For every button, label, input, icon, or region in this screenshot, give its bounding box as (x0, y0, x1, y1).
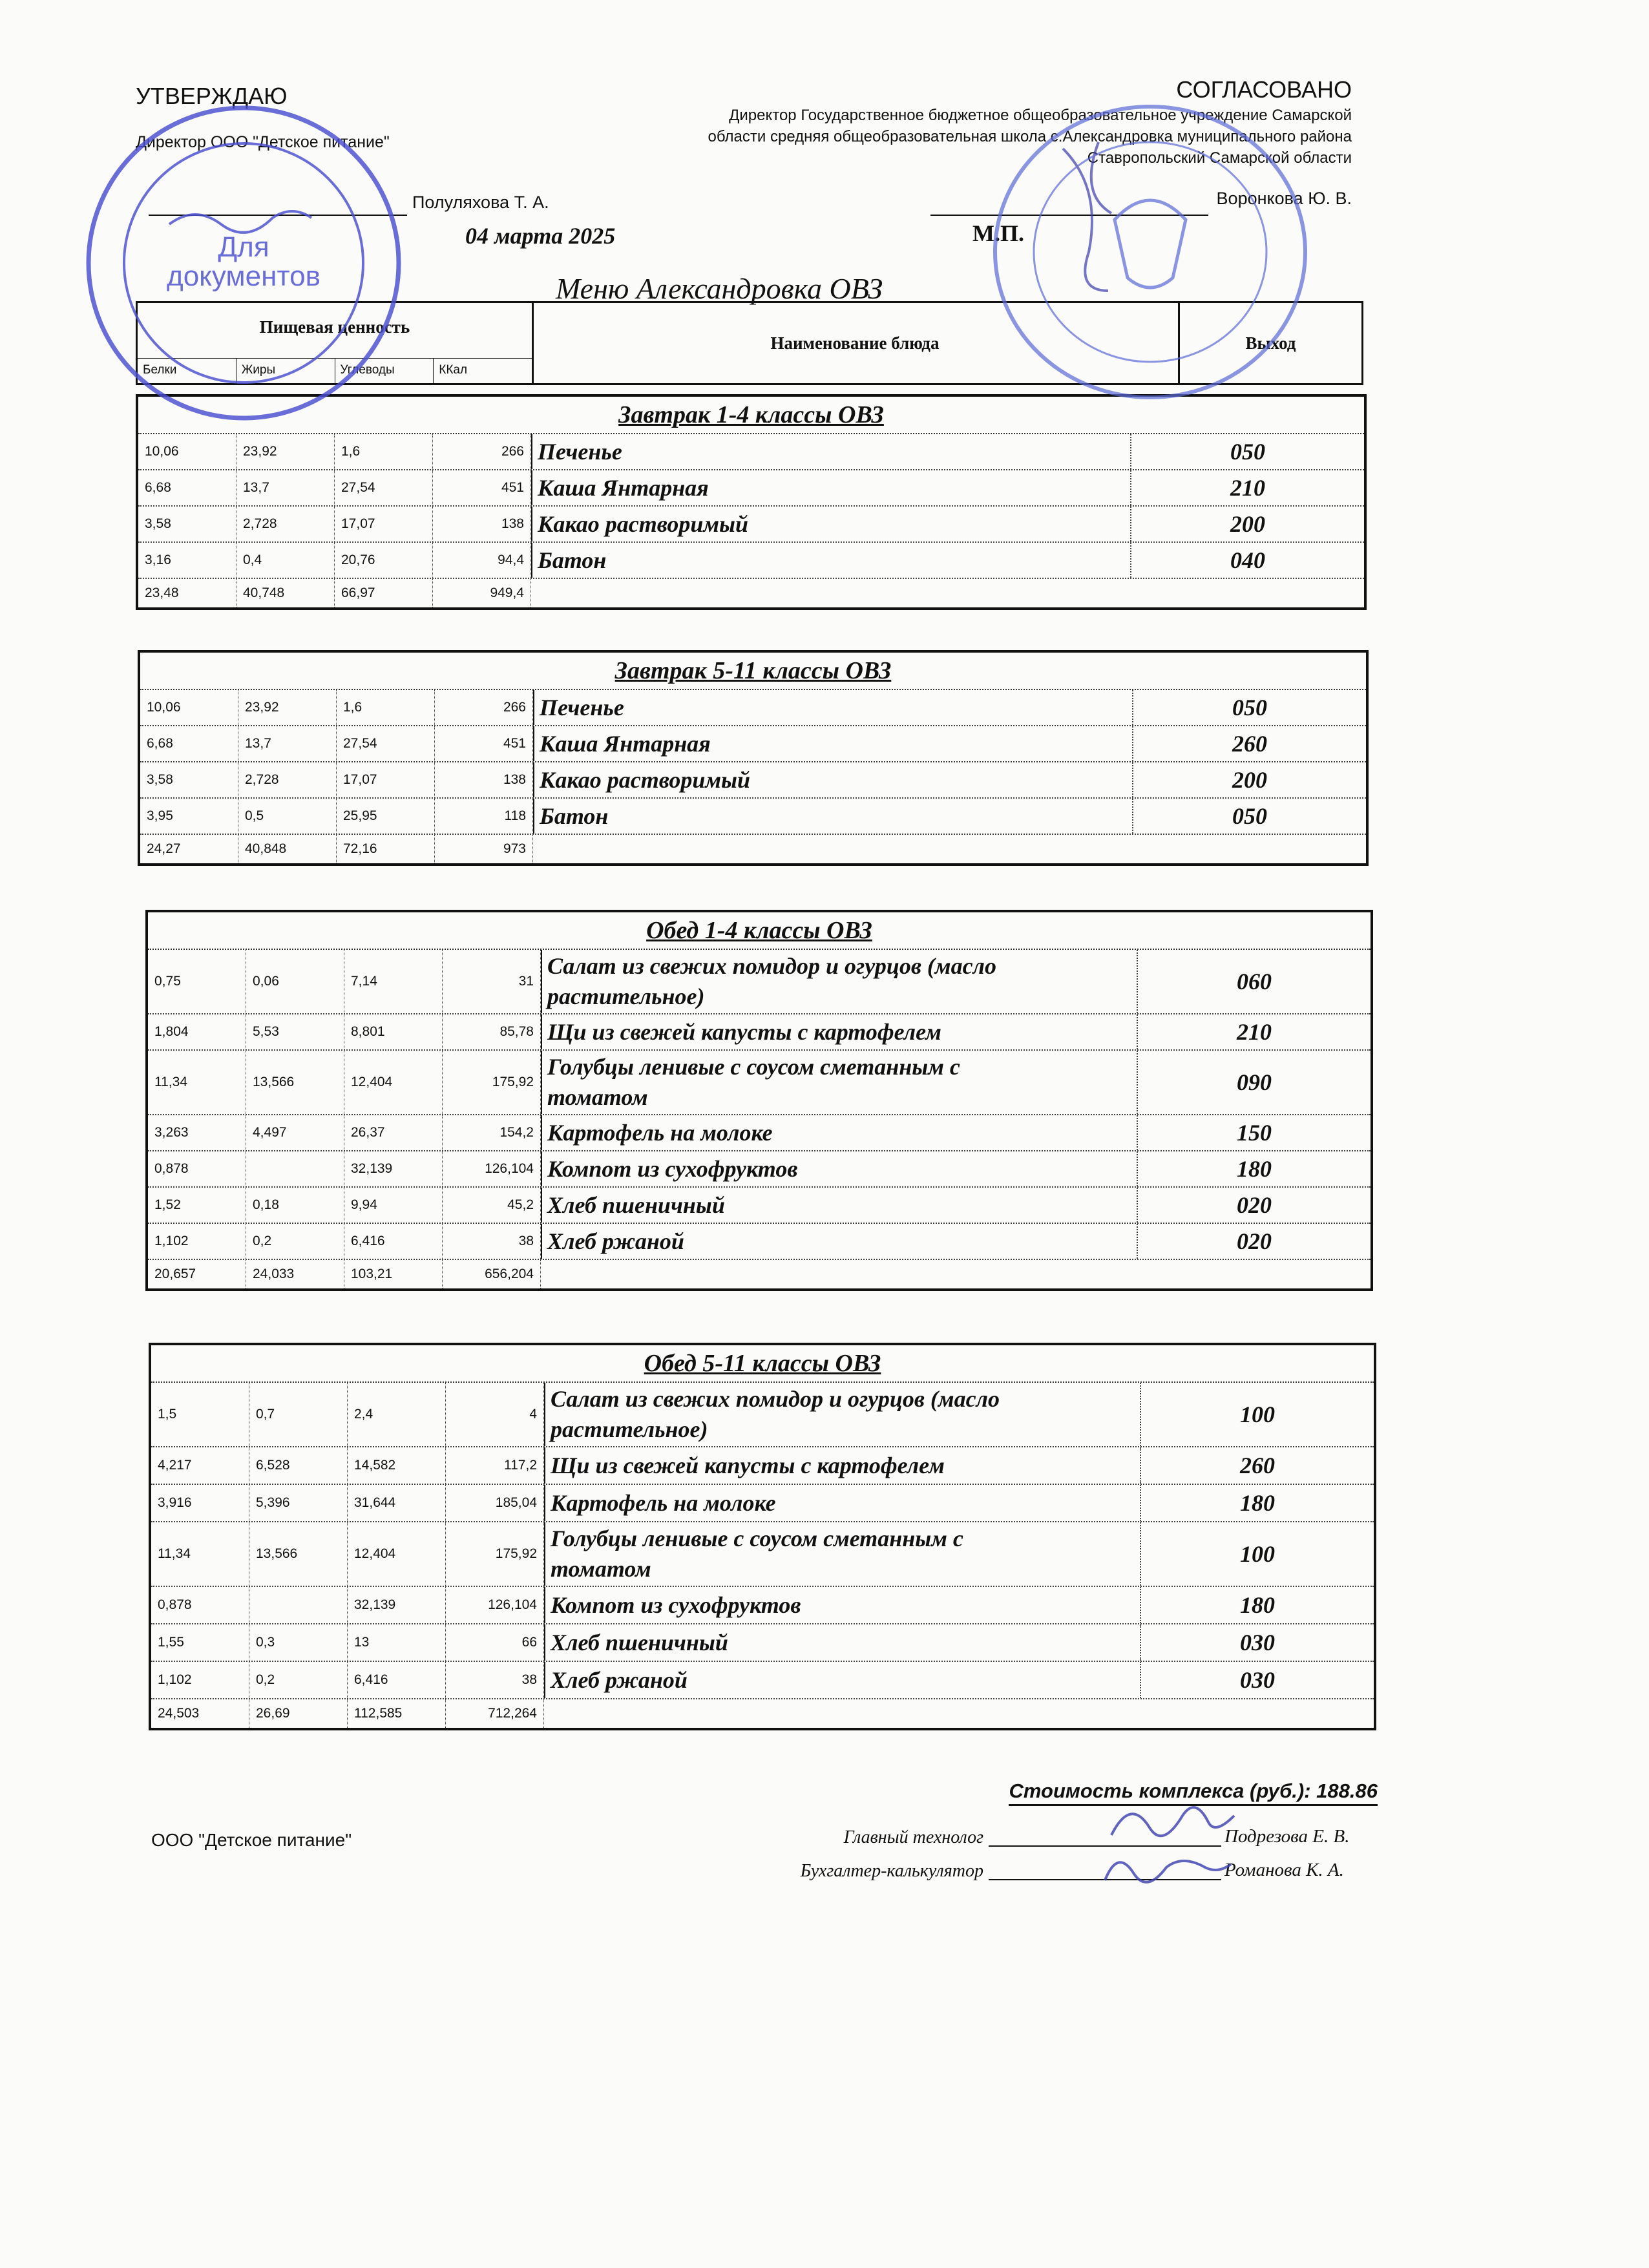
dish-name: Какао растворимый (538, 510, 749, 537)
dish-name: Каша Янтарная (540, 730, 711, 757)
kcal-cell: 126,104 (446, 1587, 544, 1623)
accountant-label: Бухгалтер-калькулятор (800, 1861, 983, 1881)
kcal-cell: 138 (433, 507, 531, 541)
output-cell: 020 (1237, 1192, 1272, 1218)
output-header: Выход (1245, 333, 1296, 353)
menu-row (151, 1447, 1374, 1485)
total-row (140, 835, 1366, 863)
carbs-cell: 31,644 (348, 1485, 446, 1521)
carbs-cell: 14,582 (348, 1447, 446, 1484)
section-title: Обед 5-11 классы ОВЗ (151, 1345, 1374, 1383)
fat-cell: 0,5 (238, 799, 337, 834)
footer-organization: ООО "Детское питание" (151, 1830, 352, 1850)
agree-title: СОГЛАСОВАНО (1176, 76, 1352, 103)
dish-name: Голубцы ленивые с соусом сметанным с (547, 1054, 960, 1080)
dish-name-continued: растительное) (551, 1416, 708, 1442)
fat-cell: 0,7 (249, 1383, 348, 1446)
protein-cell: 1,102 (148, 1224, 246, 1259)
approve-name: Полуляхова Т. А. (412, 193, 549, 212)
dish-name-wrap (547, 1118, 773, 1148)
carbs-cell: 27,54 (335, 470, 433, 505)
menu-row (148, 1115, 1371, 1151)
kcal-cell: 185,04 (446, 1485, 544, 1521)
menu-row (151, 1522, 1374, 1587)
dish-name-wrap (551, 1488, 776, 1518)
dish-name: Голубцы ленивые с соусом сметанным с (551, 1526, 963, 1551)
total-carbs: 103,21 (344, 1260, 443, 1288)
dish-name: Хлеб пшеничный (547, 1192, 725, 1218)
kcal-cell: 94,4 (433, 543, 531, 578)
menu-row (148, 1224, 1371, 1260)
fat-cell: 4,497 (246, 1115, 344, 1150)
dish-name-wrap (551, 1451, 945, 1481)
total-protein: 23,48 (138, 579, 236, 607)
school-stamp (985, 97, 1328, 414)
fat-cell: 13,7 (236, 470, 335, 505)
dish-name-cell (531, 543, 1131, 578)
total-protein: 24,503 (151, 1699, 249, 1728)
dish-name-cell (544, 1522, 1141, 1586)
carbs-cell: 12,404 (348, 1522, 446, 1586)
kcal-cell: 154,2 (443, 1115, 541, 1150)
output-cell: 180 (1237, 1156, 1272, 1182)
carbs-cell: 9,94 (344, 1188, 443, 1223)
fat-cell: 13,566 (249, 1522, 348, 1586)
technologist-label: Главный технолог (843, 1827, 983, 1847)
dish-name-cell (544, 1662, 1141, 1698)
dish-name-cell (541, 1115, 1138, 1150)
fat-cell: 0,2 (249, 1662, 348, 1698)
dish-name-cell (541, 1188, 1138, 1223)
stamp-text-1: Для (218, 231, 269, 263)
section-title: Завтрак 5-11 классы ОВЗ (140, 653, 1366, 690)
fat-cell: 0,3 (249, 1624, 348, 1661)
nutrition-title: Пищевая ценность (259, 317, 410, 337)
kcal-cell: 266 (433, 434, 531, 469)
kcal-cell: 45,2 (443, 1188, 541, 1223)
carbs-cell: 17,07 (335, 507, 433, 541)
agree-line-1: Директор Государственное бюджетное общеобразовательное учреждение Самарской (729, 107, 1352, 124)
dish-name: Компот из сухофруктов (547, 1155, 798, 1182)
agree-line-2: области средняя общеобразовательная школа с.Александровка муниципального района (708, 128, 1352, 145)
carbs-cell: 26,37 (344, 1115, 443, 1150)
dish-name-wrap (547, 1052, 960, 1113)
total-kcal: 712,264 (446, 1699, 544, 1728)
protein-cell: 0,878 (151, 1587, 249, 1623)
carbs-cell: 7,14 (344, 950, 443, 1013)
dish-name: Щи из свежей капусты с картофелем (551, 1452, 945, 1478)
stamp-place-label: М.П. (972, 220, 1024, 246)
dish-name-cell (533, 762, 1133, 797)
dish-name: Батон (538, 547, 607, 573)
output-cell: 150 (1237, 1120, 1272, 1146)
total-kcal: 973 (435, 835, 533, 863)
carbs-cell: 12,404 (344, 1051, 443, 1114)
dish-name-wrap (547, 1017, 941, 1047)
total-protein: 24,27 (140, 835, 238, 863)
output-cell: 180 (1240, 1490, 1275, 1516)
output-cell: 060 (1237, 969, 1272, 994)
output-cell: 180 (1240, 1592, 1275, 1618)
fat-cell: 13,7 (238, 726, 337, 761)
total-filler (533, 835, 1366, 863)
dish-name-continued: томатом (551, 1556, 651, 1582)
total-filler (544, 1699, 1374, 1728)
kcal-header: ККал (439, 363, 468, 377)
menu-row (138, 507, 1364, 543)
total-fat: 24,033 (246, 1260, 344, 1288)
dish-name-wrap (538, 437, 622, 467)
total-protein: 20,657 (148, 1260, 246, 1288)
menu-row (140, 690, 1366, 726)
output-cell: 050 (1230, 439, 1265, 465)
fat-cell: 2,728 (238, 762, 337, 797)
protein-cell: 0,75 (148, 950, 246, 1013)
dish-name-wrap (540, 693, 624, 723)
dish-name: Картофель на молоке (551, 1489, 776, 1516)
dish-name: Компот из сухофруктов (551, 1591, 801, 1618)
fat-header: Жиры (236, 359, 335, 383)
fat-cell: 2,728 (236, 507, 335, 541)
menu-section (149, 1343, 1376, 1730)
carbs-cell: 1,6 (337, 690, 435, 725)
output-cell: 210 (1230, 475, 1265, 501)
menu-row (138, 470, 1364, 507)
dish-name-header: Наименование блюда (532, 303, 1180, 383)
menu-date: 04 марта 2025 (465, 223, 616, 249)
menu-row (151, 1587, 1374, 1624)
protein-cell: 6,68 (138, 470, 236, 505)
protein-cell: 0,878 (148, 1151, 246, 1186)
dish-name-cell (544, 1485, 1141, 1521)
kcal-cell: 451 (433, 470, 531, 505)
protein-cell: 11,34 (148, 1051, 246, 1114)
dish-name: Печенье (538, 438, 622, 465)
technologist-name: Подрезова Е. В. (1224, 1826, 1350, 1847)
dish-name-cell (533, 726, 1133, 761)
output-cell: 090 (1237, 1069, 1272, 1095)
dish-name-wrap (540, 801, 608, 832)
carbs-cell: 32,139 (348, 1587, 446, 1623)
carbs-cell: 32,139 (344, 1151, 443, 1186)
dish-name-cell (541, 1224, 1138, 1259)
dish-name: Каша Янтарная (538, 474, 709, 501)
menu-row (151, 1624, 1374, 1662)
complex-cost: Стоимость комплекса (руб.): 188.86 (1009, 1780, 1378, 1806)
output-cell: 020 (1237, 1228, 1272, 1254)
menu-row (151, 1662, 1374, 1699)
protein-cell: 6,68 (140, 726, 238, 761)
total-kcal: 949,4 (433, 579, 531, 607)
kcal-cell: 266 (435, 690, 533, 725)
total-filler (531, 579, 1364, 607)
dish-name-cell (541, 950, 1138, 1013)
carbs-cell: 8,801 (344, 1014, 443, 1049)
dish-name-cell (531, 507, 1131, 541)
dish-name-wrap (547, 1190, 725, 1221)
dish-name: Батон (540, 803, 609, 829)
fat-cell: 0,06 (246, 950, 344, 1013)
carbs-cell: 17,07 (337, 762, 435, 797)
protein-cell: 10,06 (138, 434, 236, 469)
kcal-cell: 138 (435, 762, 533, 797)
dish-name: Картофель на молоке (547, 1119, 773, 1146)
dish-name-wrap (551, 1665, 688, 1696)
menu-row (148, 1051, 1371, 1115)
agree-name: Воронкова Ю. В. (1216, 189, 1352, 208)
total-fat: 40,848 (238, 835, 337, 863)
kcal-cell: 66 (446, 1624, 544, 1661)
company-stamp (72, 92, 415, 434)
menu-row (148, 1014, 1371, 1051)
carbs-cell: 20,76 (335, 543, 433, 578)
dish-name: Какао растворимый (540, 766, 751, 793)
dish-name-cell (544, 1624, 1141, 1661)
menu-row (148, 1151, 1371, 1188)
fat-cell (249, 1587, 348, 1623)
menu-row (140, 799, 1366, 835)
total-kcal: 656,204 (443, 1260, 541, 1288)
menu-row (140, 762, 1366, 799)
carbs-cell: 25,95 (337, 799, 435, 834)
output-cell: 260 (1240, 1453, 1275, 1478)
section-title: Обед 1-4 классы ОВЗ (148, 912, 1371, 950)
protein-cell: 3,95 (140, 799, 238, 834)
dish-name-cell (533, 690, 1133, 725)
protein-cell: 1,804 (148, 1014, 246, 1049)
dish-name-wrap (540, 729, 711, 759)
menu-section (145, 910, 1373, 1291)
kcal-cell: 85,78 (443, 1014, 541, 1049)
fat-cell: 0,2 (246, 1224, 344, 1259)
agree-line-3: Ставропольский Самарской области (1087, 149, 1352, 167)
dish-name: Печенье (540, 694, 624, 720)
dish-name-wrap (551, 1524, 963, 1584)
kcal-cell: 38 (443, 1224, 541, 1259)
menu-section (138, 650, 1369, 866)
protein-cell: 1,55 (151, 1624, 249, 1661)
protein-cell: 10,06 (140, 690, 238, 725)
total-fat: 26,69 (249, 1699, 348, 1728)
dish-name-cell (533, 799, 1133, 834)
dish-name: Салат из свежих помидор и огурцов (масло (547, 953, 997, 979)
dish-name-wrap (551, 1628, 728, 1658)
total-filler (541, 1260, 1371, 1288)
kcal-cell: 451 (435, 726, 533, 761)
menu-row (151, 1383, 1374, 1447)
menu-row (138, 434, 1364, 470)
kcal-cell: 31 (443, 950, 541, 1013)
dish-name-wrap (540, 765, 750, 795)
carbs-header: Углеводы (335, 359, 434, 383)
dish-name-wrap (538, 545, 606, 576)
fat-cell (246, 1151, 344, 1186)
protein-cell: 4,217 (151, 1447, 249, 1484)
dish-name-wrap (547, 1154, 797, 1184)
total-row (151, 1699, 1374, 1728)
fat-cell: 23,92 (238, 690, 337, 725)
output-cell: 100 (1240, 1402, 1275, 1427)
output-cell: 210 (1237, 1019, 1272, 1045)
fat-cell: 5,53 (246, 1014, 344, 1049)
dish-name: Хлеб ржаной (547, 1228, 684, 1254)
output-cell: 200 (1230, 511, 1265, 537)
kcal-cell: 117,2 (446, 1447, 544, 1484)
dish-name-cell (544, 1587, 1141, 1623)
signatures (1098, 1790, 1241, 1900)
menu-row (138, 543, 1364, 579)
carbs-cell: 13 (348, 1624, 446, 1661)
dish-name-wrap (547, 951, 996, 1012)
total-row (138, 579, 1364, 607)
accountant-name: Романова К. А. (1224, 1860, 1344, 1880)
protein-cell: 3,58 (138, 507, 236, 541)
output-cell: 260 (1232, 731, 1267, 757)
output-cell: 050 (1232, 803, 1267, 829)
dish-name-wrap (551, 1590, 801, 1621)
dish-name: Салат из свежих помидор и огурцов (масло (551, 1386, 1000, 1412)
dish-name-cell (541, 1051, 1138, 1114)
approve-title: УТВЕРЖДАЮ (136, 83, 288, 109)
total-carbs: 112,585 (348, 1699, 446, 1728)
carbs-cell: 1,6 (335, 434, 433, 469)
kcal-cell: 175,92 (446, 1522, 544, 1586)
dish-name: Хлеб пшеничный (551, 1629, 728, 1655)
dish-name: Щи из свежей капусты с картофелем (547, 1018, 941, 1045)
dish-name: Хлеб ржаной (551, 1666, 688, 1693)
fat-cell: 0,18 (246, 1188, 344, 1223)
dish-name-wrap (538, 509, 748, 540)
menu-row (140, 726, 1366, 762)
total-carbs: 72,16 (337, 835, 435, 863)
dish-name-cell (541, 1151, 1138, 1186)
output-cell: 100 (1240, 1541, 1275, 1567)
protein-cell: 11,34 (151, 1522, 249, 1586)
fat-cell: 5,396 (249, 1485, 348, 1521)
menu-row (148, 1188, 1371, 1224)
carbs-cell: 6,416 (344, 1224, 443, 1259)
approve-position: Директор ООО "Детское питание" (136, 133, 390, 151)
output-cell: 050 (1232, 695, 1267, 720)
menu-row (148, 950, 1371, 1014)
fat-cell: 6,528 (249, 1447, 348, 1484)
protein-cell: 3,916 (151, 1485, 249, 1521)
output-cell: 040 (1230, 547, 1265, 573)
carbs-cell: 27,54 (337, 726, 435, 761)
kcal-cell: 38 (446, 1662, 544, 1698)
page-title: Меню Александровка ОВЗ (556, 272, 883, 305)
dish-name-continued: томатом (547, 1084, 648, 1110)
protein-cell: 1,52 (148, 1188, 246, 1223)
total-row (148, 1260, 1371, 1288)
stamp-text-2: документов (167, 260, 320, 292)
total-carbs: 66,97 (335, 579, 433, 607)
fat-cell: 0,4 (236, 543, 335, 578)
dish-name-wrap (538, 473, 709, 503)
dish-name-cell (531, 434, 1131, 469)
dish-name-cell (531, 470, 1131, 505)
kcal-cell: 175,92 (443, 1051, 541, 1114)
dish-name-wrap (547, 1226, 684, 1257)
dish-name-continued: растительное) (547, 983, 705, 1009)
dish-name-cell (541, 1014, 1138, 1049)
section-title: Завтрак 1-4 классы ОВЗ (138, 397, 1364, 434)
kcal-cell: 4 (446, 1383, 544, 1446)
carbs-cell: 6,416 (348, 1662, 446, 1698)
protein-cell: 1,102 (151, 1662, 249, 1698)
kcal-cell: 118 (435, 799, 533, 834)
menu-row (151, 1485, 1374, 1522)
protein-cell: 3,16 (138, 543, 236, 578)
fat-cell: 23,92 (236, 434, 335, 469)
protein-cell: 3,263 (148, 1115, 246, 1150)
protein-cell: 3,58 (140, 762, 238, 797)
protein-cell: 1,5 (151, 1383, 249, 1446)
total-fat: 40,748 (236, 579, 335, 607)
dish-name-wrap (551, 1384, 1000, 1445)
output-cell: 030 (1240, 1630, 1275, 1655)
dish-name-cell (544, 1383, 1141, 1446)
output-cell: 030 (1240, 1667, 1275, 1693)
fat-cell: 13,566 (246, 1051, 344, 1114)
dish-name-cell (544, 1447, 1141, 1484)
output-cell: 200 (1232, 767, 1267, 793)
carbs-cell: 2,4 (348, 1383, 446, 1446)
protein-header: Белки (138, 359, 236, 383)
kcal-cell: 126,104 (443, 1151, 541, 1186)
